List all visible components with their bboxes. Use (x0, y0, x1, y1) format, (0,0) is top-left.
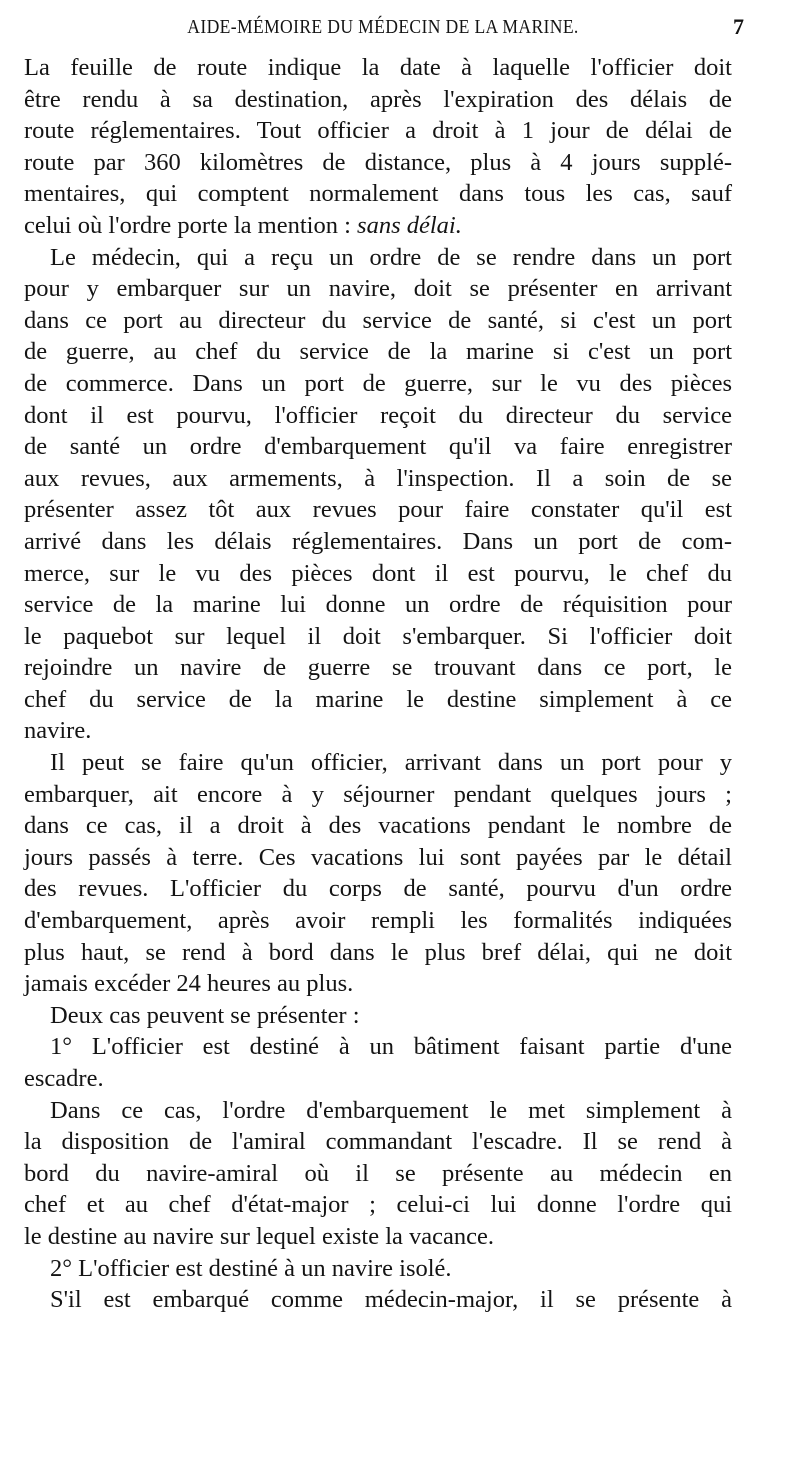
text-line: route par 360 kilomètres de distance, plus à 4 jours supplé- (24, 148, 732, 176)
text-line: chef du service de la marine le destine simplement à ce (24, 685, 732, 713)
running-title: AIDE-MÉMOIRE DU MÉDECIN DE LA MARINE. (187, 16, 579, 38)
text-line: arrivé dans les délais réglementaires. Dans un port de com- (24, 527, 732, 555)
text-line: Il peut se faire qu'un officier, arrivant dans un port pour y (50, 749, 732, 777)
text-line: de guerre, au chef du service de la marine si c'est un port (24, 338, 732, 366)
text-line: service de la marine lui donne un ordre de réquisition pour (24, 591, 732, 619)
emphasis-text: sans délai. (357, 211, 462, 239)
text-line: Deux cas peuvent se présenter : (50, 1001, 360, 1029)
text-line: merce, sur le vu des pièces dont il est pourvu, le chef du (24, 559, 732, 587)
text-line: jours passés à terre. Ces vacations lui sont payées par le détail (24, 843, 732, 871)
text-line: Dans ce cas, l'ordre d'embarquement le met simplement à (50, 1096, 732, 1124)
body-text (24, 52, 732, 1316)
text-line: mentaires, qui comptent normalement dans tous les cas, sauf (24, 180, 732, 208)
text-line: être rendu à sa destination, après l'expiration des délais de (24, 85, 732, 113)
page-number: 7 (733, 14, 744, 39)
text-line: des revues. L'officier du corps de santé, pourvu d'un ordre (24, 875, 732, 903)
text-line: le paquebot sur lequel il doit s'embarquer. Si l'officier doit (24, 622, 732, 650)
text-line: dont il est pourvu, l'officier reçoit du directeur du service (24, 401, 732, 429)
text-line: rejoindre un navire de guerre se trouvant dans ce port, le (24, 654, 732, 682)
text-line: dans ce port au directeur du service de santé, si c'est un port (24, 306, 732, 334)
text-line: embarquer, ait encore à y séjourner pendant quelques jours ; (24, 780, 732, 808)
text-line: navire. (24, 717, 92, 745)
text-line: la disposition de l'amiral commandant l'escadre. Il se rend à (24, 1128, 732, 1156)
text-line: celui où l'ordre porte la mention : sans délai. (24, 211, 462, 239)
text-line: aux revues, aux armements, à l'inspection. Il a soin de se (24, 464, 732, 492)
text-line: Le médecin, qui a reçu un ordre de se rendre dans un port (50, 243, 732, 271)
running-header (22, 6, 744, 40)
text-line: 2° L'officier est destiné à un navire isolé. (50, 1254, 452, 1282)
text-line: plus haut, se rend à bord dans le plus bref délai, qui ne doit (24, 938, 732, 966)
text-line: escadre. (24, 1065, 104, 1092)
text-line: route réglementaires. Tout officier a droit à 1 jour de délai de (24, 117, 732, 145)
text-line: 1° L'officier est destiné à un bâtiment faisant partie d'une (50, 1033, 732, 1061)
text-line: le destine au navire sur lequel existe la vacance. (24, 1222, 495, 1250)
text-line: jamais excéder 24 heures au plus. (24, 970, 354, 998)
text-line: de commerce. Dans un port de guerre, sur le vu des pièces (24, 369, 732, 397)
text-line: La feuille de route indique la date à laquelle l'officier doit (24, 54, 732, 81)
text-line: d'embarquement, après avoir rempli les formalités indiquées (24, 907, 732, 935)
text-line: de santé un ordre d'embarquement qu'il va faire enregistrer (24, 433, 732, 461)
text-line: S'il est embarqué comme médecin-major, il se présente à (50, 1286, 732, 1314)
text-line: chef et au chef d'état-major ; celui-ci lui donne l'ordre qui (24, 1191, 732, 1219)
text-line: pour y embarquer sur un navire, doit se présenter en arrivant (24, 275, 732, 303)
text-line: dans ce cas, il a droit à des vacations pendant le nombre de (24, 812, 732, 840)
text-line: présenter assez tôt aux revues pour faire constater qu'il est (24, 496, 732, 524)
text-line: bord du navire-amiral où il se présente au médecin en (24, 1159, 732, 1187)
